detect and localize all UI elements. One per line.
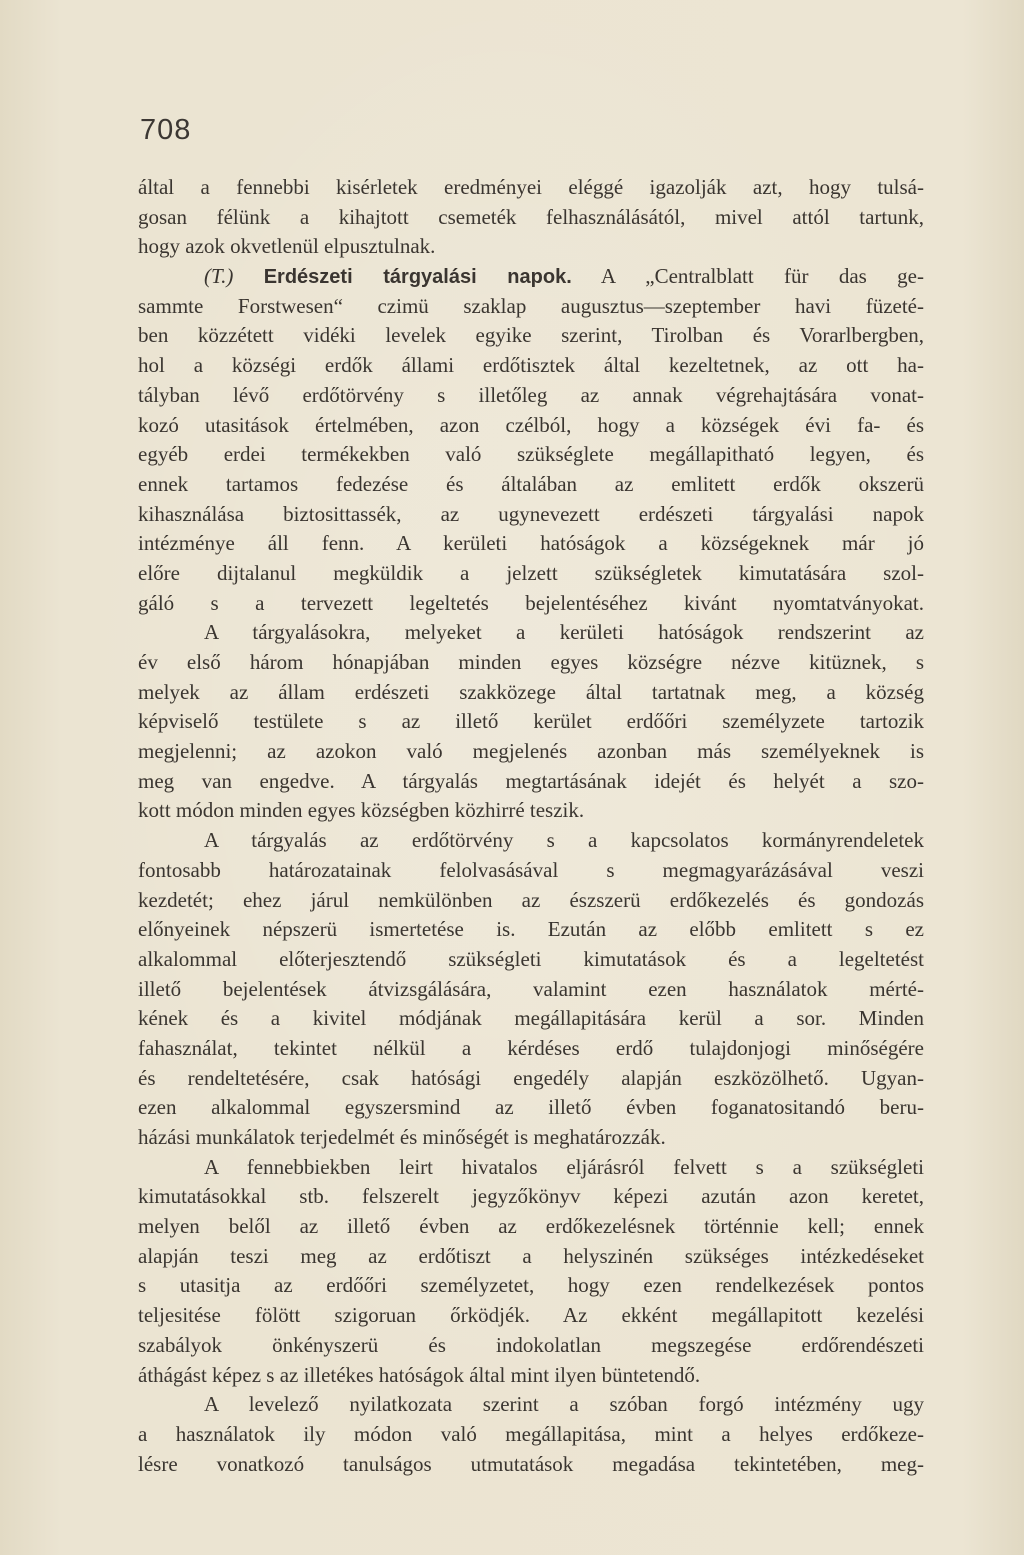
- page-number: 708: [140, 114, 192, 146]
- text-line: szabályok önkényszerü és indokolatlan megszegése erdőrendészeti: [138, 1332, 924, 1357]
- body-text: [138, 173, 924, 1479]
- section-heading: Erdészeti tárgyalási napok.: [263, 266, 572, 289]
- text-line: ennek tartamos fedezése és általában az emlitett erdők okszerü: [138, 471, 924, 496]
- text-line: kezdetét; ehez járul nemkülönben az észszerü erdőkezelés és gondozás: [138, 887, 924, 912]
- text-line: és rendeltetésére, csak hatósági engedély alapján eszközölhető. Ugyan-: [138, 1065, 924, 1090]
- text-line: lésre vonatkozó tanulságos utmutatások megadása tekintetében, meg-: [138, 1451, 924, 1476]
- text-line: előre dijtalanul megküldik a jelzett szükségletek kimutatására szol-: [138, 560, 924, 585]
- text-line: A tárgyalásokra, melyeket a kerületi hatóságok rendszerint az: [204, 620, 924, 645]
- text-line: a használatok ily módon való megállapitása, mint a helyes erdőkeze-: [138, 1421, 924, 1446]
- text-line: alkalommal előterjesztendő szükségleti kimutatások és a legeltetést: [138, 946, 924, 971]
- text-line: kott módon minden egyes községben közhirré teszik.: [138, 798, 585, 823]
- text-line: melyen belől az illető évben az erdőkezelésnek történnie kell; ennek: [138, 1214, 924, 1239]
- author-mark: (T.): [204, 264, 234, 289]
- text-line: A fennebbiekben leirt hivatalos eljárásról felvett s a szükségleti: [204, 1154, 924, 1179]
- text-line: illető bejelentések átvizsgálására, valamint ezen használatok mérté-: [138, 976, 924, 1001]
- text-fragment: A „Centralblatt für das ge-: [600, 264, 924, 289]
- text-line: áthágást képez s az illetékes hatóságok által mint ilyen büntetendő.: [138, 1362, 701, 1387]
- text-line: fontosabb határozatainak felolvasásával s megmagyarázásával veszi: [138, 857, 924, 882]
- text-line: megjelenni; az azokon való megjelenés azonban más személyeknek is: [138, 739, 924, 764]
- text-line: fahasználat, tekintet nélkül a kérdéses erdő tulajdonjogi minőségére: [138, 1035, 924, 1060]
- text-line: gosan félünk a kihajtott csemeték felhasználásától, mivel attól tartunk,: [138, 204, 924, 229]
- text-line: A tárgyalás az erdőtörvény s a kapcsolatos kormányrendeletek: [204, 828, 924, 853]
- text-line: sammte Forstwesen“ czimü szaklap augusztus—szeptember havi füzeté-: [138, 293, 924, 318]
- text-line: kihasználása biztosittassék, az ugynevezett erdészeti tárgyalási napok: [138, 501, 924, 526]
- text-line: egyéb erdei termékekben való szükséglete megállapitható legyen, és: [138, 442, 924, 467]
- text-line: A levelező nyilatkozata szerint a szóban forgó intézmény ugy: [204, 1392, 924, 1417]
- text-line: intézménye áll fenn. A kerületi hatóságok a községeknek már jó: [138, 531, 924, 556]
- text-line: által a fennebbi kisérletek eredményei eléggé igazolják azt, hogy tulsá-: [138, 175, 924, 199]
- text-line: kének és a kivitel módjának megállapitására kerül a sor. Minden: [138, 1006, 924, 1031]
- text-line: gáló s a tervezett legeltetés bejelentéséhez kivánt nyomtatványokat.: [138, 590, 924, 615]
- text-line: kimutatásokkal stb. felszerelt jegyzőkönyv képezi azután azon keretet,: [138, 1184, 924, 1209]
- text-line: év első három hónapjában minden egyes községre nézve kitüznek, s: [138, 650, 924, 674]
- text-line: házási munkálatok terjedelmét és minőségét is meghatározzák.: [138, 1125, 666, 1149]
- section-heading-line: [138, 262, 924, 292]
- text-line: melyek az állam erdészeti szakközege által tartatnak meg, a község: [138, 679, 924, 704]
- text-line: teljesitése fölött szigoruan őrködjék. Az ekként megállapitott kezelési: [138, 1303, 924, 1328]
- text-line: kozó utasitások értelmében, azon czélból, hogy a községek évi fa- és: [138, 412, 924, 437]
- text-line: s utasitja az erdőőri személyzetet, hogy ezen rendelkezések pontos: [138, 1273, 924, 1298]
- text-line: hogy azok okvetlenül elpusztulnak.: [138, 234, 436, 259]
- text-line: tályban lévő erdőtörvény s illetőleg az annak végrehajtására vonat-: [138, 382, 924, 407]
- text-line: meg van engedve. A tárgyalás megtartásának idejét és helyét a szo-: [138, 768, 924, 793]
- text-line: ben közzétett vidéki levelek egyike szerint, Tirolban és Vorarlbergben,: [138, 323, 924, 348]
- text-line: képviselő testülete s az illető kerület erdőőri személyzete tartozik: [138, 709, 924, 734]
- text-line: hol a községi erdők állami erdőtisztek által kezeltetnek, az ott ha-: [138, 353, 924, 378]
- text-line: ezen alkalommal egyszersmind az illető évben foganatositandó beru-: [138, 1095, 924, 1120]
- text-line: előnyeinek népszerü ismertetése is. Ezután az előbb emlitett s ez: [138, 917, 924, 942]
- text-line: alapján teszi meg az erdőtiszt a helyszinén szükséges intézkedéseket: [138, 1243, 924, 1268]
